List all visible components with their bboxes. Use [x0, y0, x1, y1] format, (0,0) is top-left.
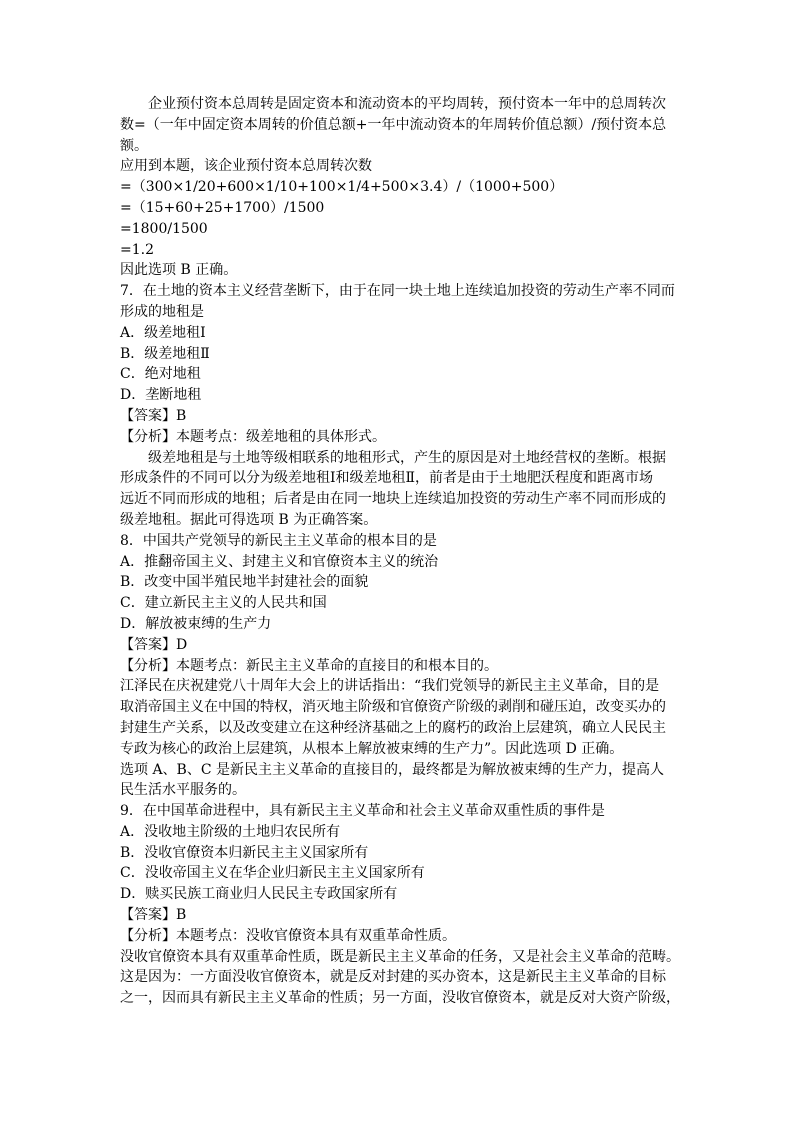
text-line: 额。	[120, 137, 148, 154]
text-line: =1800/1500	[120, 220, 208, 237]
text-line: 9．在中国革命进程中，具有新民主主义革命和社会主义革命双重性质的事件是	[120, 803, 605, 820]
text-line: =（300×1/20+600×1/10+100×1/4+500×3.4）/（1000+500）	[120, 179, 564, 196]
text-line: 封建生产关系，以及改变建立在这种经济基础之上的腐朽的政治上层建筑，确立人民民主	[120, 719, 666, 736]
text-line: A．级差地租Ⅰ	[120, 324, 206, 341]
text-line: 【分析】本题考点：没收官僚资本具有双重革命性质。	[120, 927, 456, 944]
text-line: 7．在土地的资本主义经营垄断下，由于在同一块土地上连续追加投资的劳动生产率不同而	[120, 283, 675, 300]
text-line: 没收官僚资本具有双重革命性质，既是新民主主义革命的任务，又是社会主义革命的范畴。	[120, 948, 680, 965]
text-line: C．没收帝国主义在华企业归新民主主义国家所有	[120, 865, 425, 882]
text-line: A．推翻帝国主义、封建主义和官僚资本主义的统治	[120, 553, 439, 570]
text-line: 【分析】本题考点：新民主主义革命的直接目的和根本目的。	[120, 657, 498, 674]
text-line: 【分析】本题考点：级差地租的具体形式。	[120, 428, 386, 445]
text-line: 形成的地租是	[120, 303, 204, 320]
text-line: A．没收地主阶级的土地归农民所有	[120, 823, 341, 840]
text-line: C．建立新民主主义的人民共和国	[120, 595, 327, 612]
text-line: D．垄断地租	[120, 387, 202, 404]
text-line: 这是因为：一方面没收官僚资本，就是反对封建的买办资本，这是新民主主义革命的目标	[120, 969, 666, 986]
text-line: D．解放被束缚的生产力	[120, 615, 272, 632]
text-line: 专政为核心的政治上层建筑，从根本上解放被束缚的生产力”。因此选项 D 正确。	[120, 740, 624, 757]
text-line: 【答案】D	[120, 636, 188, 653]
text-line: =1.2	[120, 241, 154, 258]
text-line: B．级差地租Ⅱ	[120, 345, 210, 362]
text-line: 民生活水平服务的。	[120, 782, 246, 799]
text-line: =（15+60+25+1700）/1500	[120, 199, 325, 216]
text-line: 应用到本题，该企业预付资本总周转次数	[120, 158, 372, 175]
text-line: 【答案】B	[120, 907, 187, 924]
text-line: 数=（一年中固定资本周转的价值总额+一年中流动资本的年周转价值总额）/预付资本总	[120, 116, 667, 133]
text-line: B．改变中国半殖民地半封建社会的面貌	[120, 574, 369, 591]
text-line: B．没收官僚资本归新民主主义国家所有	[120, 844, 369, 861]
text-line: 远近不同而形成的地租；后者是由在同一地块上连续追加投资的劳动生产率不同而形成的	[120, 491, 666, 508]
text-line: 级差地租是与土地等级相联系的地租形式，产生的原因是对土地经营权的垄断。根据	[148, 449, 666, 466]
text-line: 选项 A、B、C 是新民主主义革命的直接目的，最终都是为解放被束缚的生产力，提高人	[120, 761, 665, 778]
text-line: 江泽民在庆祝建党八十周年大会上的讲话指出：“我们党领导的新民主主义革命，目的是	[120, 678, 660, 695]
text-line: 取消帝国主义在中国的特权，消灭地主阶级和官僚资产阶级的剥削和碰压迫，改变买办的	[120, 699, 666, 716]
text-line: 形成条件的不同可以分为级差地租Ⅰ和级差地租Ⅱ，前者是由于土地肥沃程度和距离市场	[120, 470, 654, 487]
text-line: C．绝对地租	[120, 366, 201, 383]
text-line: 因此选项 B 正确。	[120, 262, 238, 279]
text-line: 8．中国共产党领导的新民主主义革命的根本目的是	[120, 532, 437, 549]
text-line: 之一，因而具有新民主主义革命的性质；另一方面，没收官僚资本，就是反对大资产阶级，	[120, 990, 680, 1007]
text-line: 企业预付资本总周转是固定资本和流动资本的平均周转，预付资本一年中的总周转次	[148, 96, 666, 112]
text-line: 【答案】B	[120, 407, 187, 424]
text-line: 级差地租。据此可得选项 B 为正确答案。	[120, 511, 378, 528]
text-line: D．赎买民族工商业归人民民主专政国家所有	[120, 886, 398, 903]
